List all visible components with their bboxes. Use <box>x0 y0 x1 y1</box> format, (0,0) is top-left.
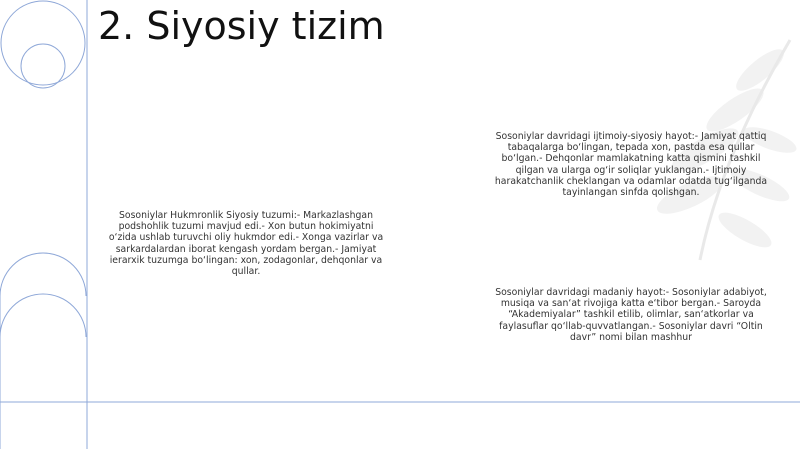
text-block-social-political-life: Sosoniylar davridagi ijtimoiy-siyosiy hayot:- Jamiyat qattiq tabaqalarga bo‘lingan, tepada xon, pastda esa qullar bo‘lgan.- Dehqonlar mamlakatning katta qismini tashkil qilgan va ularga og‘ir soliqlar yuklangan.- Ijtimoiy harakatchanlik cheklangan va odamlar odatda tug‘ilganda tayinlangan sinfda qolishgan. <box>494 131 768 199</box>
arch-upper <box>0 253 86 296</box>
slide-title: 2. Siyosiy tizim <box>98 4 385 48</box>
text-block-cultural-life: Sosoniylar davridagi madaniy hayot:- Sosoniylar adabiyot, musiqa va san‘at rivojiga katta e‘tibor bergan.- Saroyda “Akademiyalar” tashkil etilib, olimlar, san‘atkorlar va faylasuflar qo‘llab-quvvatlangan.- Sosoniylar davri “Oltin davr” nomi bilan mashhur <box>495 287 767 343</box>
arch-lower <box>0 294 86 337</box>
outer-circle <box>1 1 85 85</box>
inner-circle <box>21 44 65 88</box>
text-block-political-system: Sosoniylar Hukmronlik Siyosiy tuzumi:- Markazlashgan podshohlik tuzumi mavjud edi.- Xon butun hokimiyatni o‘zida ushlab turuvchi oliy hukmdor edi.- Xonga vazirlar va sarkardalardan iborat kengash yordam bergan.- Jamiyat ierarxik tuzumga bo‘lingan: xon, zodagonlar, dehqonlar va qullar. <box>108 210 384 278</box>
